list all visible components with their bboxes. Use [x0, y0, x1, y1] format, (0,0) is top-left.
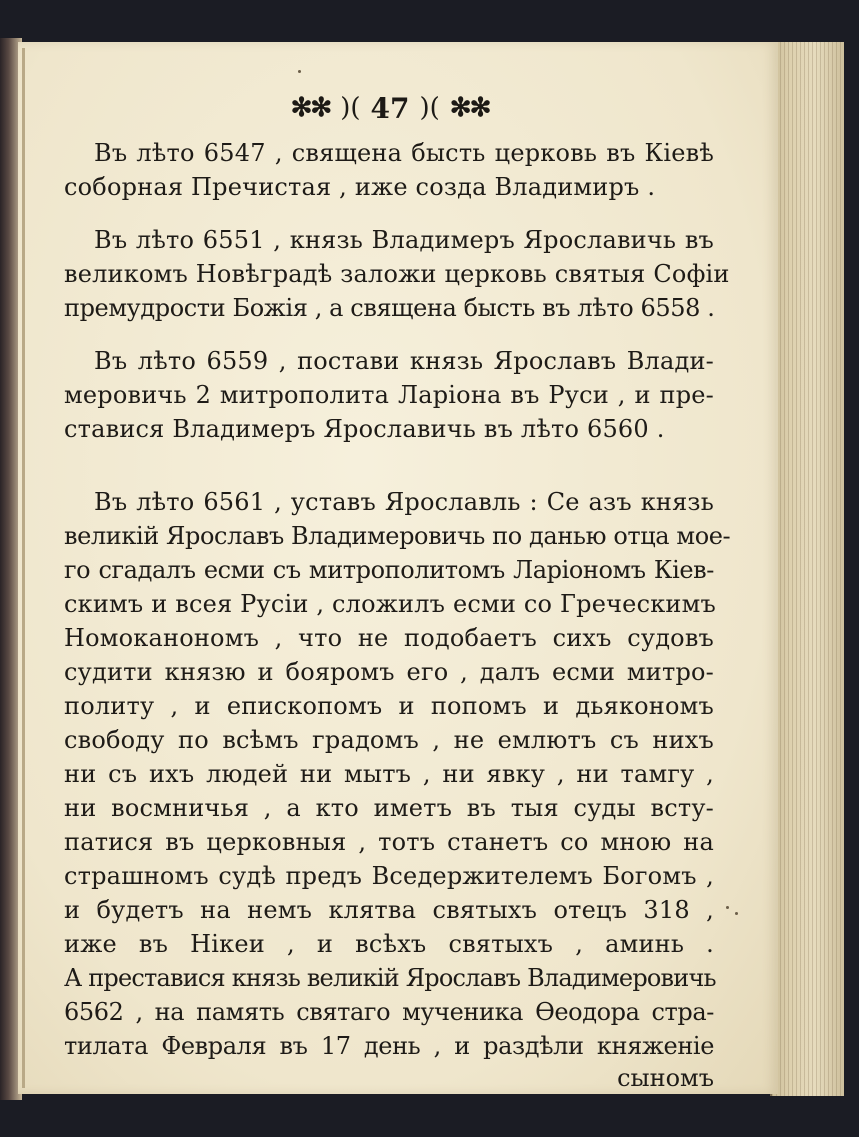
paper-speck — [726, 906, 729, 909]
paper-speck — [735, 912, 738, 915]
paragraph-4 — [64, 485, 731, 1095]
text-line: тилата Февраля въ 17 день , и раздѣли княженіе — [64, 1032, 714, 1060]
text-line: Въ лѣто 6561 , уставъ Ярославль : Се азъ князь — [94, 488, 714, 516]
text-line: Въ лѣто 6551 , князь Владимеръ Ярославичь въ — [94, 226, 714, 254]
catchword: сыномъ — [617, 1064, 714, 1092]
text-line: соборная Пречистая , иже созда Владимиръ . — [64, 173, 656, 201]
text-line: ставися Владимеръ Ярославичь въ лѣто 6560 . — [64, 415, 665, 443]
text-line: Въ лѣто 6559 , постави князь Ярославъ Влади- — [94, 347, 714, 375]
text-line: политу , и епископомъ и попомъ и дьякономъ — [64, 692, 714, 720]
text-line: меровичь 2 митрополита Ларіона въ Руси , и пре- — [64, 381, 714, 409]
page-body — [64, 136, 731, 1114]
left-ornament-icon: ✻✻ — [290, 93, 331, 123]
text-line: 6562 , на память святаго мученика Ѳеодора стра- — [64, 998, 714, 1026]
page-number: 47 — [370, 91, 410, 125]
text-line: судити князю и бояромъ его , далъ есми митро- — [64, 658, 714, 686]
text-line: патися въ церковныя , тотъ станетъ со мною на — [64, 828, 714, 856]
paragraph-gap — [64, 465, 714, 485]
text-line: го сгадалъ есми съ митрополитомъ Ларіономъ Кіев- — [64, 556, 714, 584]
text-line: Въ лѣто 6547 , священа бысть церковь въ Кіевѣ — [94, 139, 714, 167]
text-line: премудрости Божія , а священа бысть въ лѣто 6558 . — [64, 294, 715, 322]
gutter-line — [22, 48, 25, 1088]
page-stack-edge — [770, 42, 844, 1096]
text-line: великій Ярославъ Владимеровичь по данью отца мое- — [64, 522, 731, 550]
paragraph-2 — [64, 223, 730, 325]
text-line: страшномъ судѣ предъ Вседержителемъ Богомъ , — [64, 862, 714, 890]
text-line: великомъ Новѣградѣ заложи церковь святыя Софіи — [64, 260, 730, 288]
text-line: скимъ и всея Русіи , сложилъ есми со Греческимъ — [64, 590, 716, 618]
paper-speck — [298, 70, 301, 73]
text-line: Номоканономъ , что не подобаетъ сихъ судовъ — [64, 624, 714, 652]
left-bracket: )( — [340, 93, 361, 123]
text-line: и будетъ на немъ клятва святыхъ отецъ 318 , — [64, 896, 714, 924]
page-header — [250, 88, 530, 128]
paragraph-3 — [64, 344, 714, 446]
text-line: иже въ Нікеи , и всѣхъ святыхъ , аминь . — [64, 930, 714, 958]
right-bracket: )( — [419, 93, 440, 123]
text-line: свободу по всѣмъ градомъ , не емлютъ съ нихъ — [64, 726, 714, 754]
text-line: ни съ ихъ людей ни мытъ , ни явку , ни тамгу , — [64, 760, 714, 788]
right-ornament-icon: ✻✻ — [449, 93, 490, 123]
text-line: ни восмничья , а кто иметъ въ тыя суды всту- — [64, 794, 714, 822]
paragraph-1 — [64, 136, 714, 204]
text-line: А преставися князь великій Ярославъ Владимеровичь — [64, 964, 716, 992]
